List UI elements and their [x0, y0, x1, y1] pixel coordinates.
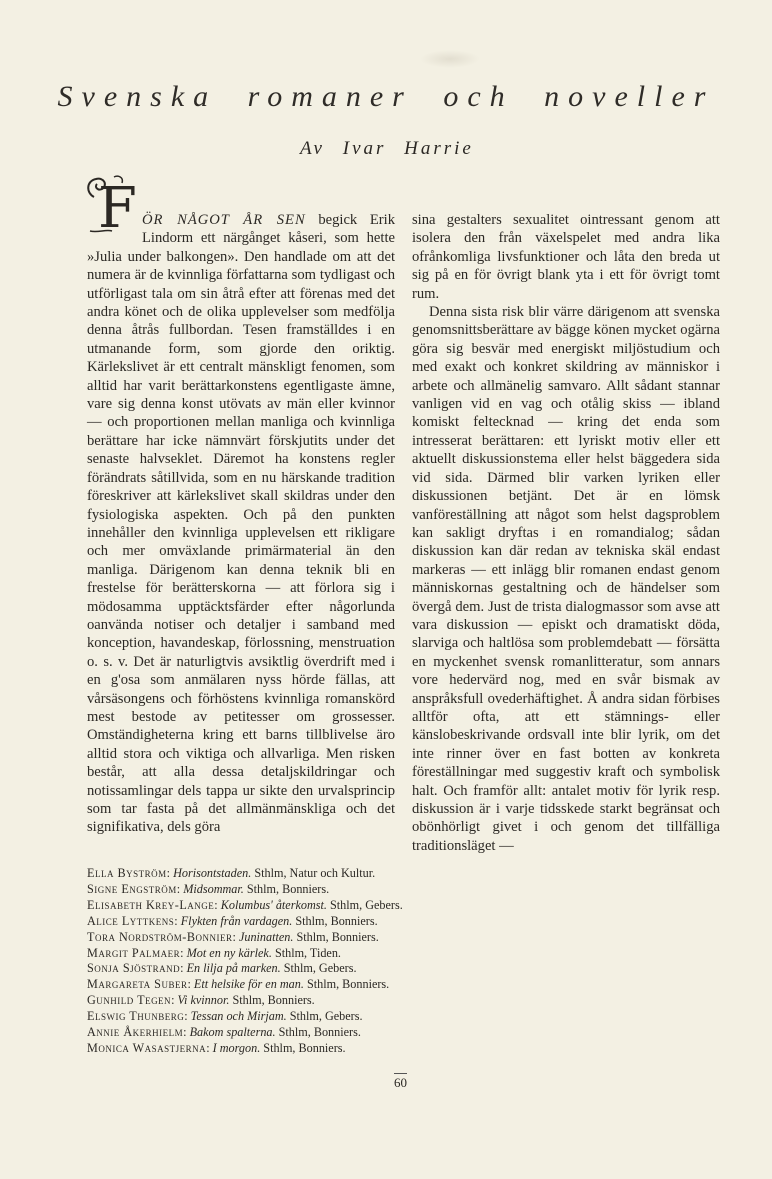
dropcap-ornament — [84, 173, 137, 241]
book-entry: Annie Åkerhielm: Bakom spalterna. Sthlm, Bonniers. — [87, 1025, 361, 1040]
book-entry: Monica Wasastjerna: I morgon. Sthlm, Bonniers. — [87, 1040, 346, 1055]
paper-smudge — [420, 50, 480, 68]
book-entry: Ella Byström: Horisontstaden. Sthlm, Natur och Kultur. — [87, 866, 376, 880]
book-entry: Margareta Suber: Ett helsike för en man. Sthlm, Bonniers. — [87, 977, 390, 992]
book-entry: Tora Nordström-Bonnier: Juninatten. Sthlm, Bonniers. — [87, 929, 379, 944]
dropcap-letter: F — [98, 176, 137, 241]
book-entry: Alice Lyttkens: Flykten från vardagen. Sthlm, Bonniers. — [87, 913, 378, 928]
reviewed-books-list — [87, 866, 687, 1057]
book-entry: Gunhild Tegen: Vi kvinnor. Sthlm, Bonniers. — [87, 993, 315, 1008]
right-paragraph-1: sina gestalters sexualitet ointressant genom att isolera den från växelspelet med andra lika ofrånkomliga livsfunktioner och låta den breda ut sig på en för övrigt blank yta i ett för övrigt tomt rum. — [412, 212, 720, 302]
page-number: 60 — [394, 1075, 407, 1090]
left-paragraph-1 — [87, 176, 395, 837]
book-entry: Margit Palmaer: Mot en ny kärlek. Sthlm, Tiden. — [87, 945, 341, 960]
right-paragraph-2: Denna sista risk blir värre därigenom att svenska genomsnittsberättare av bägge könen mycket ogärna göra sig besvär med energiskt miljöstudium och med exakt och konkret skildring av människor i arbete och allmänelig samvaro. Allt sådant stannar vanligen vid en vag och otålig skiss — ibland komiskt feltecknad — kring det enda som intresserat berättaren: ett lyriskt motiv eller ett aktuellt diskussionstema eller helst bäggedera sida vid sida. Därmed blir varken lyriken eller diskussionen betjänt. Det är en lömsk vanföreställning att något som helst dagsproblem kan sakligt dryftas i en romandialog; sådan diskussion kan där redan av tekniska skäl endast markeras — ett inlägg blir romanen endast genom människornas gestaltning och de händelser som övergå dem. Just de trista dialogmassor som avse att vara diskussion — episkt och dramatiskt döda, slarviga och haltlösa som problemdebatt — försätta en myckenhet svensk romanlitteratur, som annars vore hedervärd nog, med en svår bismak av anspråksfull ovederhäftighet. Å andra sidan förbises alltför ofta, att ett stämnings- eller känslobeskrivande ordsvall inte blir lyrik, om det inte rinner över en fast botten av konkreta föreställningar med suggestiv kraft och symbolisk halt. Och framför allt: antalet motiv för lyrik resp. diskussion är i varje tidsskede starkt begränsat och obönhörligt givet i och genom det tillfälliga traditionsläget — — [412, 304, 720, 854]
left-column — [87, 176, 395, 837]
right-column — [412, 211, 720, 855]
book-entry: Elisabeth Krey-Lange: Kolumbus' återkomst. Sthlm, Gebers. — [87, 897, 403, 912]
article-byline: Av Ivar Harrie — [300, 138, 474, 159]
article-title: Svenska romaner och noveller — [57, 80, 715, 113]
book-entry: Signe Engström: Midsommar. Sthlm, Bonniers. — [87, 881, 330, 896]
left-paragraph-1-text: begick Erik Lindorm ett närgånget kåseri, som hette »Julia under balkongen». Den handlade om att det numera är de kvinnliga författarna som tydligast och utförligast tala om sin åtrå efter att förenas med det andra könet och de olika upplevelser som medfölja denna åtrås fullbordan. Tesen framställdes i en utmanande form, som gjorde den oriktig. Kärlekslivet är ett centralt mänskligt fenomen, som alltid har varit berättarkonstens egentligaste ämne, vare sig denna konst utövats av män eller kvinnor — och proportionen mellan manliga och kvinnliga berättare har icke nämnvärt förskjutits under det senaste halvseklet. Däremot ha konstens regler förändrats såtillvida, som en nu härskande tradition föreskriver att kärlekslivet skall skildras under den fysiologiska aspekten. Och på den punkten innehåller den kvinnliga upplevelsen ett rikligare och mer omväxlande primärmaterial än den manliga. Därigenom kan denna teknik bli en frestelse för berätterskorna — att förlora sig i mödosamma upptäcktsfärder efter någorlunda oanvända notiser och detaljer i samband med konception, havandeskap, förlossning, menstruation o. s. v. Det är naturligtvis avsiktlig överdrift med i en g'osa som anmälaren nyss hörde fällas, att vårsäsongens och förhöstens kvinnliga romanskörd mest bestode av petitesser om grossesser. Omständigheterna kring ett barns tillblivelse äro alltid stora och viktiga och allvarliga. Men risken består, att alla dessa detaljskildringar och notissamlingar dels tappa ur sikte den urvalsprincip som tar fasta på det allmänmänskliga och det signifikativa, dels göra — [87, 212, 395, 836]
opening-words: ÖR NÅGOT ÅR SEN — [142, 212, 306, 228]
book-entry: Sonja Sjöstrand: En lilja på marken. Sthlm, Gebers. — [87, 961, 357, 976]
book-entry: Elswig Thunberg: Tessan och Mirjam. Sthlm, Gebers. — [87, 1009, 363, 1024]
